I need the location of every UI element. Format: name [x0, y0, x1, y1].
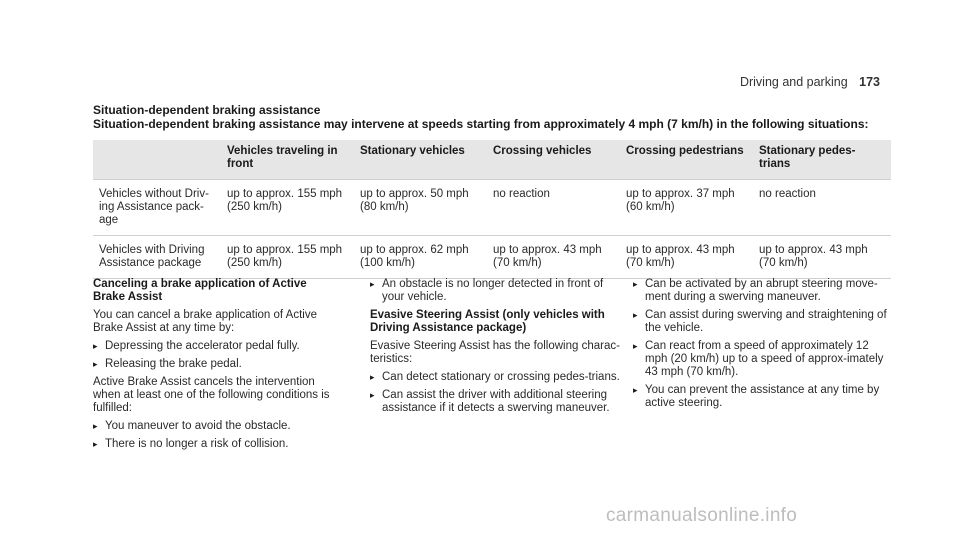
list-item: ▸ Releasing the brake pedal.	[93, 358, 338, 371]
section-title: Driving and parking	[739, 75, 848, 89]
list-item: ▸ Can assist the driver with additional steering assistance if it detects a swerving maneuver.	[370, 389, 620, 415]
table-header-row	[93, 140, 891, 180]
page-number: 173	[859, 75, 880, 89]
table-cell: Vehicles without Driv-ing Assistance pack-age	[93, 180, 221, 236]
column-evasive-steering	[370, 278, 620, 420]
list-item: ▸ Depressing the accelerator pedal fully.	[93, 340, 338, 353]
table-cell: up to approx. 155 mph (250 km/h)	[221, 236, 354, 279]
heading-title: Situation-dependent braking assistance	[93, 103, 321, 117]
table-header-cell: Crossing vehicles	[487, 140, 620, 180]
table-cell: no reaction	[753, 180, 891, 236]
table-cell: up to approx. 155 mph (250 km/h)	[221, 180, 354, 236]
column-cancel-brake	[93, 278, 338, 456]
table-cell: up to approx. 43 mph (70 km/h)	[753, 236, 891, 279]
table-cell: up to approx. 62 mph (100 km/h)	[354, 236, 487, 279]
list-item: ▸ You maneuver to avoid the obstacle.	[93, 420, 338, 433]
column-evasive-characteristics	[633, 278, 893, 415]
cancel-brake-title: Canceling a brake application of Active Brake Assist	[93, 278, 307, 303]
table-header-cell: Vehicles traveling in front	[221, 140, 354, 180]
list-item: ▸ Can assist during swerving and straightening of the vehicle.	[633, 309, 893, 335]
heading-subtitle: Situation-dependent braking assistance may intervene at speeds starting from approximately 4 mph (7 km/h) in the following situations:	[93, 117, 869, 131]
table-cell: up to approx. 37 mph (60 km/h)	[620, 180, 753, 236]
table-header-cell: Stationary pedes-trians	[753, 140, 891, 180]
table-cell: no reaction	[487, 180, 620, 236]
continued-conditions-list	[370, 278, 620, 304]
list-item: ▸ You can prevent the assistance at any time by active steering.	[633, 384, 893, 410]
evasive-characteristics-continued-list	[633, 278, 893, 410]
cancel-brake-intro: You can cancel a brake application of Active Brake Assist at any time by:	[93, 309, 317, 334]
cancel-conditions-list	[93, 420, 338, 451]
list-item: ▸ Can react from a speed of approximately 12 mph (20 km/h) up to a speed of approx-imately 43 mph (70 km/h).	[633, 340, 893, 379]
evasive-steering-title: Evasive Steering Assist (only vehicles with Driving Assistance package)	[370, 309, 605, 334]
table-cell: up to approx. 50 mph (80 km/h)	[354, 180, 487, 236]
situation-heading	[93, 103, 868, 131]
list-item: ▸ Can detect stationary or crossing pedes-trians.	[370, 371, 620, 384]
table-header-cell: Stationary vehicles	[354, 140, 487, 180]
list-item: ▸ Can be activated by an abrupt steering move-ment during a swerving maneuver.	[633, 278, 893, 304]
evasive-steering-intro: Evasive Steering Assist has the following charac-teristics:	[370, 340, 620, 365]
list-item: ▸ There is no longer a risk of collision.	[93, 438, 338, 451]
evasive-characteristics-list	[370, 371, 620, 415]
table-cell: up to approx. 43 mph (70 km/h)	[620, 236, 753, 279]
table-cell: up to approx. 43 mph (70 km/h)	[487, 236, 620, 279]
table-cell: Vehicles with Driving Assistance package	[93, 236, 221, 279]
table-row	[93, 236, 891, 279]
braking-table	[93, 140, 891, 279]
cancel-brake-list	[93, 340, 338, 371]
watermark: carmanualsonline.info	[606, 505, 798, 526]
table-row	[93, 180, 891, 236]
table-header-cell: Crossing pedestrians	[620, 140, 753, 180]
cancel-conditions-text: Active Brake Assist cancels the intervention when at least one of the following conditions is fulfilled:	[93, 376, 330, 414]
table-header-cell	[93, 140, 221, 180]
list-item: ▸ An obstacle is no longer detected in front of your vehicle.	[370, 278, 620, 304]
page-header	[740, 75, 880, 89]
